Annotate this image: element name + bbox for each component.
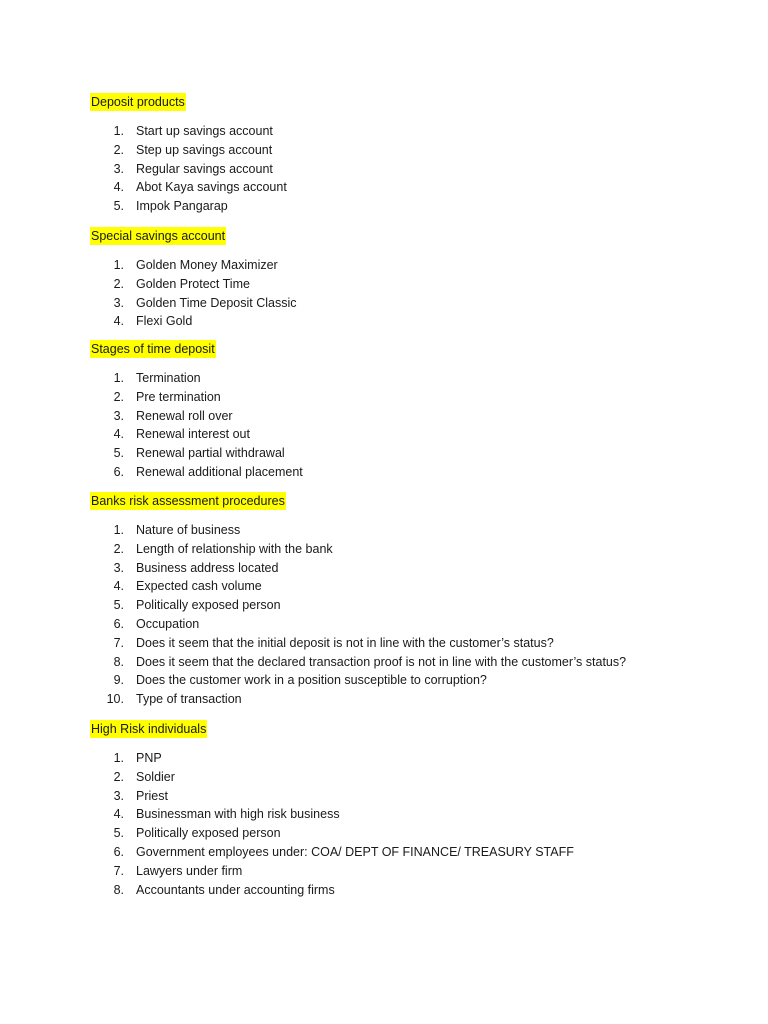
- list-number: 4.: [113, 427, 124, 442]
- list-text: Business address located: [136, 560, 279, 575]
- section-heading: High Risk individuals: [91, 722, 207, 736]
- list-item: [90, 634, 554, 653]
- list-number: 8.: [113, 882, 124, 897]
- list-number: 3.: [113, 408, 124, 423]
- list-item: [90, 615, 286, 634]
- list-item: [90, 690, 286, 709]
- list-text: Renewal additional placement: [136, 464, 303, 479]
- list-number: 7.: [113, 863, 124, 878]
- section-special-savings-account: [90, 227, 297, 331]
- list-text: Renewal partial withdrawal: [136, 446, 285, 461]
- list-text: Businessman with high risk business: [136, 807, 340, 822]
- list-text: Golden Money Maximizer: [136, 258, 278, 272]
- list-number: 2.: [113, 142, 124, 157]
- list-text: Golden Protect Time: [136, 276, 250, 291]
- list-item: [90, 671, 487, 690]
- list-text: Golden Time Deposit Classic: [136, 295, 297, 310]
- list-text: Lawyers under firm: [136, 863, 243, 878]
- list-text: Flexi Gold: [136, 314, 193, 329]
- section-stages-of-time-deposit: [90, 340, 303, 482]
- list-item: [90, 141, 273, 160]
- numbered-list: [90, 749, 574, 899]
- section-high-risk-individuals: [90, 720, 574, 899]
- list-item: [90, 369, 216, 388]
- list-text: Occupation: [136, 616, 200, 631]
- list-item: [90, 407, 233, 426]
- list-text: Does it seem that the declared transaction proof is not in line with the customer’s status?: [136, 654, 627, 669]
- list-text: Priest: [136, 788, 168, 803]
- numbered-list: [90, 122, 287, 216]
- list-number: 4.: [113, 314, 124, 329]
- list-item: [90, 444, 285, 463]
- list-number: 5.: [113, 826, 124, 841]
- list-text: Regular savings account: [136, 161, 273, 176]
- list-number: 3.: [113, 295, 124, 310]
- list-text: Pre termination: [136, 389, 221, 404]
- list-number: 6.: [113, 616, 124, 631]
- list-text: Step up savings account: [136, 142, 273, 157]
- list-number: 6.: [113, 844, 124, 859]
- list-item: [90, 294, 297, 313]
- list-number: 6.: [113, 464, 124, 479]
- section-deposit-products: [90, 93, 287, 216]
- list-item: [90, 540, 333, 559]
- list-text: PNP: [136, 751, 162, 765]
- list-text: Nature of business: [136, 523, 241, 537]
- list-item: [90, 275, 250, 294]
- list-item: [90, 178, 287, 197]
- numbered-list: [90, 521, 627, 709]
- list-item: [90, 122, 273, 141]
- list-text: Start up savings account: [136, 124, 273, 138]
- numbered-list: [90, 369, 303, 482]
- list-text: Politically exposed person: [136, 826, 281, 841]
- list-text: Politically exposed person: [136, 598, 281, 613]
- list-item: [90, 805, 340, 824]
- list-item: [90, 749, 207, 768]
- list-text: Renewal roll over: [136, 408, 233, 423]
- list-number: 5.: [113, 199, 124, 214]
- list-number: 1.: [113, 751, 124, 765]
- list-text: Government employees under: COA/ DEPT OF FINANCE/ TREASURY STAFF: [136, 844, 574, 859]
- list-number: 1.: [113, 124, 124, 138]
- list-text: Abot Kaya savings account: [136, 180, 287, 195]
- list-item: [90, 559, 286, 578]
- list-text: Renewal interest out: [136, 427, 250, 442]
- list-item: [90, 881, 335, 900]
- list-number: 9.: [113, 673, 124, 688]
- list-number: 5.: [113, 446, 124, 461]
- list-text: Expected cash volume: [136, 579, 262, 594]
- list-item: [90, 521, 286, 540]
- list-item: [90, 388, 221, 407]
- list-text: Type of transaction: [136, 692, 242, 707]
- list-number: 2.: [113, 389, 124, 404]
- list-item: [90, 596, 286, 615]
- list-number: 4.: [113, 180, 124, 195]
- section-heading: Stages of time deposit: [91, 342, 215, 356]
- section-banks-risk-assessment: [90, 492, 627, 709]
- section-heading: Deposit products: [91, 95, 185, 109]
- list-item: [90, 463, 303, 482]
- list-item: [90, 768, 207, 787]
- list-text: Termination: [136, 371, 201, 385]
- list-number: 5.: [113, 598, 124, 613]
- list-item: [90, 824, 281, 843]
- list-number: 3.: [113, 560, 124, 575]
- list-text: Accountants under accounting firms: [136, 882, 335, 897]
- list-item: [90, 197, 228, 216]
- list-item: [90, 787, 207, 806]
- list-number: 1.: [113, 523, 124, 537]
- list-item: [90, 577, 286, 596]
- list-item: [90, 312, 226, 331]
- numbered-list: [90, 256, 297, 331]
- list-text: Does the customer work in a position susceptible to corruption?: [136, 673, 487, 688]
- list-item: [90, 425, 250, 444]
- section-heading: Special savings account: [91, 229, 226, 243]
- list-text: Length of relationship with the bank: [136, 541, 333, 556]
- list-item: [90, 862, 243, 881]
- list-number: 2.: [113, 276, 124, 291]
- list-item: [90, 256, 278, 275]
- list-number: 3.: [113, 788, 124, 803]
- list-number: 4.: [113, 807, 124, 822]
- list-number: 8.: [113, 654, 124, 669]
- list-number: 7.: [113, 635, 124, 650]
- list-number: 10.: [106, 692, 124, 707]
- list-item: [90, 653, 627, 672]
- list-number: 2.: [113, 769, 124, 784]
- list-number: 4.: [113, 579, 124, 594]
- list-number: 2.: [113, 541, 124, 556]
- list-text: Does it seem that the initial deposit is not in line with the customer’s status?: [136, 635, 554, 650]
- section-heading: Banks risk assessment procedures: [91, 494, 285, 508]
- list-item: [90, 160, 273, 179]
- list-number: 1.: [113, 371, 124, 385]
- list-text: Soldier: [136, 769, 175, 784]
- list-text: Impok Pangarap: [136, 199, 228, 214]
- list-number: 1.: [113, 258, 124, 272]
- list-number: 3.: [113, 161, 124, 176]
- list-item: [90, 843, 574, 862]
